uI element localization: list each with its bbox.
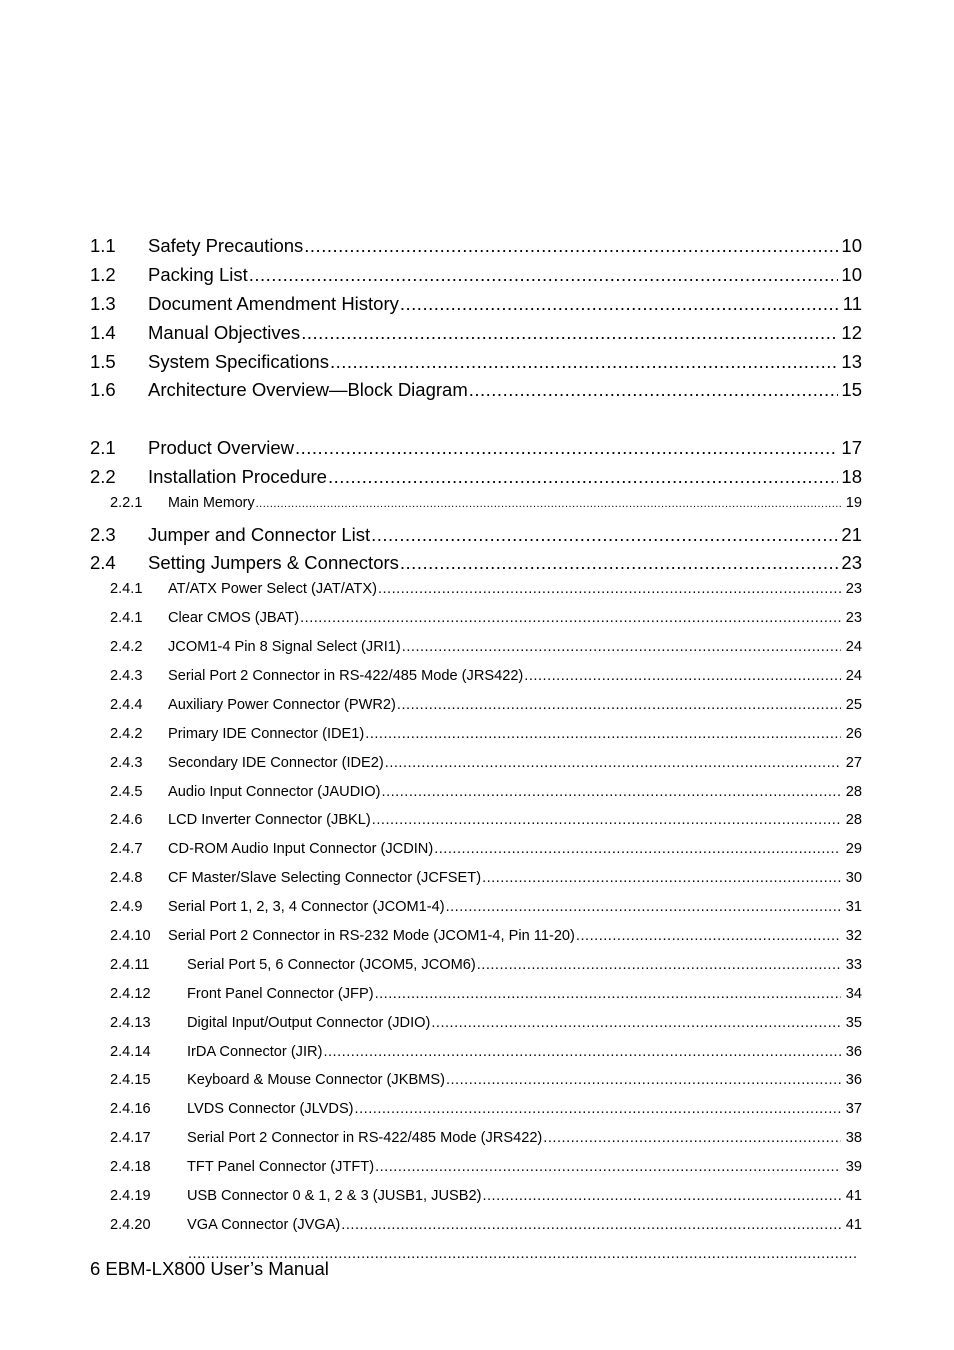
- toc-entry-number: 2.4.2: [110, 725, 143, 742]
- dot-leader: [328, 466, 838, 488]
- toc-entry[interactable]: [90, 668, 862, 697]
- toc-entry-title: Serial Port 1, 2, 3, 4 Connector (JCOM1-4): [168, 899, 445, 916]
- toc-entry-page: 23: [841, 552, 862, 574]
- table-of-contents: [90, 235, 862, 1275]
- dot-leader: [375, 1159, 841, 1175]
- toc-entry[interactable]: [90, 986, 862, 1015]
- toc-entry-number: 2.4.1: [110, 581, 143, 598]
- toc-entry[interactable]: [90, 524, 862, 553]
- toc-entry-page: 26: [845, 725, 862, 742]
- dot-leader: [482, 870, 841, 886]
- toc-entry-number: 2.4.10: [110, 927, 151, 944]
- toc-entry-number: 1.4: [90, 321, 116, 343]
- toc-entry[interactable]: [90, 784, 862, 813]
- toc-entry-number: 2.3: [90, 523, 116, 545]
- toc-entry-page: 21: [841, 523, 862, 545]
- dot-leader: [304, 235, 838, 257]
- toc-entry-number: 2.4.16: [110, 1101, 151, 1118]
- dot-leader: [477, 957, 841, 973]
- toc-entry-number: 1.1: [90, 235, 116, 256]
- dot-leader: [300, 610, 841, 626]
- dot-leader: [371, 524, 838, 546]
- toc-entry-number: 2.2: [90, 466, 116, 488]
- toc-entry-number: 1.6: [90, 379, 116, 401]
- toc-entry-number: 2.4.20: [110, 1216, 151, 1233]
- dot-leader: [434, 841, 841, 857]
- dot-leader: [341, 1217, 840, 1233]
- toc-entry-number: 2.4.2: [110, 639, 143, 656]
- dot-leader: [301, 322, 838, 344]
- toc-entry-title: Document Amendment History: [148, 292, 399, 314]
- toc-entry[interactable]: [90, 697, 862, 726]
- toc-entry-page: 13: [841, 350, 862, 372]
- toc-entry[interactable]: [90, 322, 862, 351]
- toc-entry-number: 2.4: [90, 552, 116, 574]
- toc-entry[interactable]: [90, 235, 862, 264]
- dot-leader: [365, 726, 841, 742]
- toc-entry-page: 15: [841, 379, 862, 401]
- toc-entry-number: 2.4.3: [110, 754, 143, 771]
- toc-entry[interactable]: [90, 928, 862, 957]
- dot-leader: [402, 639, 841, 655]
- toc-entry-page: 23: [845, 581, 862, 598]
- toc-entry-number: 2.4.9: [110, 899, 143, 916]
- dot-leader: [295, 437, 838, 459]
- toc-entry[interactable]: [90, 1101, 862, 1130]
- toc-entry-page: 36: [845, 1072, 862, 1089]
- toc-entry-title: TFT Panel Connector (JTFT): [187, 1159, 375, 1176]
- toc-entry-number: 2.4.18: [110, 1159, 151, 1176]
- dot-leader: [382, 784, 841, 800]
- toc-entry[interactable]: [90, 437, 862, 466]
- dot-leader: [446, 899, 841, 915]
- toc-entry-number: 2.4.8: [110, 870, 143, 887]
- toc-entry-title: Packing List: [148, 263, 248, 285]
- toc-entry-title: Architecture Overview—Block Diagram: [148, 379, 468, 401]
- toc-entry-number: 2.4.14: [110, 1043, 151, 1060]
- toc-entry-page: 41: [845, 1216, 862, 1233]
- dot-leader: [469, 379, 839, 401]
- toc-entry[interactable]: [90, 639, 862, 668]
- toc-entry-number: 1.5: [90, 350, 116, 372]
- toc-entry-page: 23: [845, 610, 862, 627]
- toc-entry-page: 19: [845, 495, 862, 512]
- dot-leader: [400, 552, 839, 574]
- toc-entry-title: AT/ATX Power Select (JAT/ATX): [168, 581, 377, 598]
- toc-entry-title: Audio Input Connector (JAUDIO): [168, 783, 381, 800]
- dot-leader: [446, 1072, 841, 1088]
- toc-entry-page: 24: [845, 639, 862, 656]
- toc-entry-number: 2.4.7: [110, 841, 143, 858]
- toc-entry[interactable]: [90, 351, 862, 380]
- toc-entry-page: 12: [841, 321, 862, 343]
- toc-entry-number: 2.4.15: [110, 1072, 151, 1089]
- toc-entry-title: Safety Precautions: [148, 235, 304, 256]
- toc-entry-number: 2.4.19: [110, 1188, 151, 1204]
- toc-entry[interactable]: [90, 755, 862, 784]
- toc-entry-title: IrDA Connector (JIR): [187, 1043, 323, 1060]
- toc-entry-number: 2.4.4: [110, 696, 143, 713]
- dot-leader: [372, 812, 841, 828]
- toc-entry-page: 28: [845, 812, 862, 829]
- toc-entry-page: 36: [845, 1043, 862, 1060]
- toc-entry[interactable]: [90, 870, 862, 899]
- toc-entry-title: USB Connector 0 & 1, 2 & 3 (JUSB1, JUSB2): [187, 1188, 482, 1204]
- toc-entry-title: Clear CMOS (JBAT): [168, 610, 300, 627]
- dot-leader: [397, 697, 841, 713]
- toc-entry-title: Jumper and Connector List: [148, 523, 371, 545]
- toc-entry-title: Secondary IDE Connector (IDE2): [168, 754, 384, 771]
- toc-entry-number: 2.4.1: [110, 610, 143, 627]
- toc-entry[interactable]: [90, 957, 862, 986]
- toc-entry-title: Serial Port 2 Connector in RS-422/485 Mode (JRS422): [168, 667, 524, 684]
- toc-entry-number: 2.4.17: [110, 1130, 151, 1147]
- toc-entry[interactable]: [90, 1072, 862, 1101]
- toc-entry[interactable]: [90, 899, 862, 928]
- toc-entry[interactable]: [90, 466, 862, 495]
- toc-entry-title: Main Memory: [168, 495, 255, 512]
- toc-entry-page: 32: [845, 927, 862, 944]
- toc-entry-page: 18: [841, 466, 862, 488]
- toc-entry[interactable]: [90, 812, 862, 841]
- toc-entry[interactable]: [90, 1217, 862, 1246]
- toc-entry-page: 29: [845, 841, 862, 858]
- dot-leader: [385, 755, 841, 771]
- toc-entry[interactable]: [90, 264, 862, 293]
- toc-entry[interactable]: [90, 1159, 862, 1188]
- toc-entry-page: 25: [845, 696, 862, 713]
- toc-entry-number: 1.3: [90, 292, 116, 314]
- dot-leader: [330, 351, 838, 373]
- dot-leader: [576, 928, 841, 944]
- toc-entry-title: Serial Port 2 Connector in RS-232 Mode (JCOM1-4, Pin 11-20): [168, 927, 575, 944]
- toc-entry-number: 2.2.1: [110, 495, 143, 512]
- page-footer: 6 EBM-LX800 User’s Manual: [90, 1258, 329, 1279]
- toc-entry-title: CF Master/Slave Selecting Connector (JCFSET): [168, 870, 482, 887]
- toc-entry-title: Auxiliary Power Connector (PWR2): [168, 696, 396, 713]
- toc-entry-title: CD-ROM Audio Input Connector (JCDIN): [168, 841, 434, 858]
- toc-entry-page: 27: [845, 754, 862, 771]
- toc-entry-title: Setting Jumpers & Connectors: [148, 552, 399, 574]
- toc-entry[interactable]: [90, 841, 862, 870]
- toc-entry-page: 24: [845, 667, 862, 684]
- dot-leader: [431, 1015, 840, 1031]
- toc-entry-number: 2.1: [90, 437, 116, 459]
- dot-leader: [482, 1188, 840, 1204]
- toc-entry-number: 2.4.13: [110, 1014, 151, 1031]
- toc-entry[interactable]: [90, 1015, 862, 1044]
- toc-entry-page: 41: [845, 1188, 862, 1204]
- toc-entry-title: Manual Objectives: [148, 321, 301, 343]
- toc-entry[interactable]: [90, 610, 862, 639]
- toc-entry-title: Keyboard & Mouse Connector (JKBMS): [187, 1072, 445, 1089]
- toc-entry-page: 10: [841, 263, 862, 285]
- toc-entry-title: Primary IDE Connector (IDE1): [168, 725, 365, 742]
- toc-entry-title: Product Overview: [148, 437, 294, 459]
- toc-entry-page: 37: [845, 1101, 862, 1118]
- toc-entry-title: Digital Input/Output Connector (JDIO): [187, 1014, 431, 1031]
- toc-entry[interactable]: [90, 379, 862, 408]
- toc-entry-page: 38: [845, 1130, 862, 1147]
- toc-entry-number: 2.4.3: [110, 667, 143, 684]
- toc-entry-page: 28: [845, 783, 862, 800]
- toc-entry-page: 33: [845, 956, 862, 973]
- toc-entry-number: 1.2: [90, 263, 116, 285]
- toc-entry-number: 2.4.5: [110, 783, 143, 800]
- toc-entry-number: 2.4.12: [110, 985, 151, 1002]
- dot-leader: [323, 1044, 840, 1060]
- dot-leader: [400, 293, 840, 315]
- toc-entry-page: 31: [845, 899, 862, 916]
- toc-entry-page: 35: [845, 1014, 862, 1031]
- toc-entry-page: 30: [845, 870, 862, 887]
- toc-entry-title: Front Panel Connector (JFP): [187, 985, 374, 1002]
- dot-leader: [543, 1130, 840, 1146]
- toc-entry-number: 2.4.6: [110, 812, 143, 829]
- toc-entry-page: 17: [841, 437, 862, 459]
- dot-leader: [524, 668, 840, 684]
- dot-leader: [249, 264, 839, 286]
- dot-leader: [355, 1101, 841, 1117]
- toc-entry-title: VGA Connector (JVGA): [187, 1216, 341, 1233]
- toc-entry[interactable]: [90, 293, 862, 322]
- toc-entry-title: Serial Port 5, 6 Connector (JCOM5, JCOM6): [187, 956, 476, 973]
- toc-entry-title: JCOM1-4 Pin 8 Signal Select (JRI1): [168, 639, 401, 656]
- toc-entry[interactable]: [90, 726, 862, 755]
- dot-leader: [375, 986, 841, 1002]
- toc-entry-title: LVDS Connector (JLVDS): [187, 1101, 354, 1118]
- toc-entry-title: Serial Port 2 Connector in RS-422/485 Mode (JRS422): [187, 1130, 543, 1147]
- toc-entry[interactable]: [90, 1044, 862, 1073]
- toc-entry-page: 10: [841, 235, 862, 256]
- toc-entry-page: 11: [842, 292, 862, 314]
- toc-entry-page: 34: [845, 985, 862, 1002]
- dot-leader: [378, 581, 841, 597]
- toc-entry-number: 2.4.11: [110, 956, 150, 973]
- toc-entry[interactable]: [90, 495, 862, 523]
- toc-entry[interactable]: [90, 581, 862, 610]
- dot-leader: [256, 498, 841, 510]
- toc-entry[interactable]: [90, 1188, 862, 1217]
- toc-entry-title: Installation Procedure: [148, 466, 327, 488]
- toc-entry-page: 39: [845, 1159, 862, 1176]
- toc-entry[interactable]: [90, 1130, 862, 1159]
- toc-entry-title: System Specifications: [148, 350, 329, 372]
- toc-entry[interactable]: [90, 552, 862, 581]
- toc-entry-title: LCD Inverter Connector (JBKL): [168, 812, 371, 829]
